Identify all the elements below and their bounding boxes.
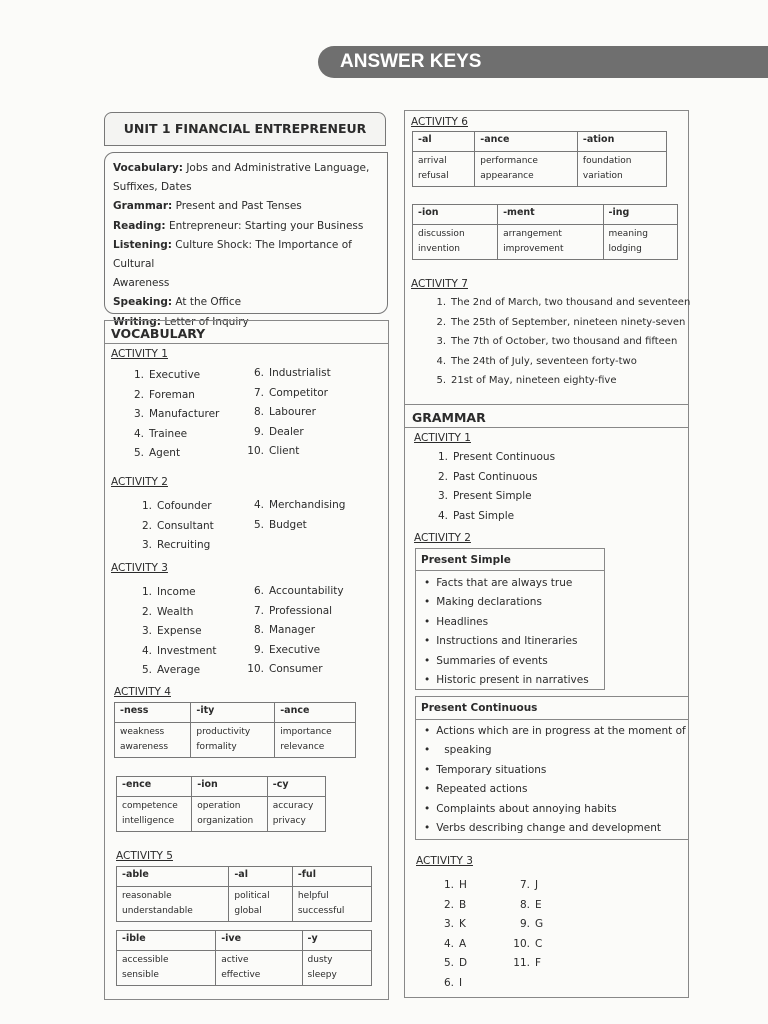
list-item: 4. Investment: [141, 644, 217, 657]
list-item: 10. Client: [247, 445, 300, 457]
list-item: 6. Industrialist: [253, 367, 331, 379]
present-continuous-title: Present Continuous: [421, 702, 538, 714]
grammar-activity-3-list-left: [436, 876, 467, 993]
activity-5-label: ACTIVITY 5: [116, 850, 173, 862]
grammar-activity-3-list-right: [512, 876, 543, 974]
list-item: • Instructions and Itineraries: [424, 632, 589, 651]
list-item: 2. B: [443, 898, 467, 911]
unit-title: UNIT 1 FINANCIAL ENTREPRENEUR: [104, 112, 386, 146]
list-item: 7. J: [519, 879, 539, 891]
vocabulary-title: VOCABULARY: [111, 326, 206, 341]
list-item: • Historic present in narratives: [424, 671, 589, 690]
divider: [415, 719, 689, 720]
activity-3-list-right: [246, 582, 344, 680]
list-item: 1. The 2nd of March, two thousand and seventeen: [436, 297, 691, 308]
unit-topics-box: [104, 152, 388, 328]
list-item: • Actions which are in progress at the moment of: [424, 722, 686, 741]
grammar-activity-1-list: [430, 448, 555, 526]
topic-line: Vocabulary: Jobs and Administrative Language,: [113, 162, 370, 174]
present-simple-title: Present Simple: [421, 554, 511, 566]
list-item: 3. The 7th of October, two thousand and fifteen: [436, 336, 678, 347]
list-item: 3. Present Simple: [437, 490, 532, 502]
topic-line: Grammar: Present and Past Tenses: [113, 200, 302, 213]
list-item: • Complaints about annoying habits: [424, 800, 686, 819]
list-item: 8. E: [519, 898, 542, 911]
activity-2-label: ACTIVITY 2: [111, 476, 168, 488]
activity-1-list-right: [246, 364, 331, 462]
activity-3-label: ACTIVITY 3: [111, 562, 168, 574]
divider: [404, 427, 689, 428]
list-item: 4. A: [443, 937, 467, 950]
topic-line: Speaking: At the Office: [113, 296, 242, 309]
list-item: • speaking: [424, 741, 686, 760]
activity-2-list-left: [134, 497, 214, 556]
present-simple-list: [424, 574, 589, 690]
list-item: • Summaries of events: [424, 652, 589, 671]
list-item: 3. Recruiting: [141, 539, 211, 551]
list-item: 6. Accountability: [253, 585, 344, 597]
list-item: 5. 21st of May, nineteen eighty-five: [436, 375, 617, 386]
list-item: 10. Consumer: [247, 663, 323, 675]
list-item: • Repeated actions: [424, 780, 686, 799]
topic-line: Reading: Entrepreneur: Starting your Business: [113, 219, 364, 232]
divider: [404, 404, 689, 405]
topic-line: Listening: Culture Shock: The Importance of Cultural: [113, 238, 352, 271]
grammar-activity-2-label: ACTIVITY 2: [414, 532, 471, 544]
present-continuous-list: [424, 722, 686, 838]
activity-4-table-2: -ence -ion -cy competence intelligence operation organization accuracy privacy: [116, 776, 326, 832]
list-item: 5. Average: [141, 664, 201, 676]
topic-line: Writing: Letter of Inquiry: [113, 315, 249, 328]
list-item: 8. Manager: [253, 624, 316, 636]
activity-6-label: ACTIVITY 6: [411, 116, 468, 128]
list-item: 2. The 25th of September, nineteen ninety-seven: [436, 316, 686, 328]
list-item: 4. Merchandising: [253, 499, 346, 511]
divider: [415, 570, 605, 571]
list-item: 11. F: [513, 957, 542, 969]
list-item: 1. Income: [141, 586, 196, 598]
activity-4-label: ACTIVITY 4: [114, 686, 171, 698]
list-item: 1. Present Continuous: [437, 451, 556, 463]
list-item: 9. Dealer: [253, 425, 304, 438]
list-item: 6. I: [443, 976, 463, 989]
activity-5-table-1: -able -al -ful reasonable understandable political global helpful successful: [116, 866, 372, 922]
activity-1-list-left: [126, 366, 219, 464]
activity-6-table-1: -al -ance -ation arrival refusal performance appearance foundation variation: [412, 131, 667, 187]
topic-line: Suffixes, Dates: [113, 181, 192, 194]
grammar-activity-1-label: ACTIVITY 1: [414, 432, 471, 444]
list-item: 7. Competitor: [253, 386, 329, 399]
list-item: 1. Executive: [133, 369, 201, 381]
list-item: 1. Cofounder: [141, 500, 212, 512]
banner-title: ANSWER KEYS: [340, 51, 482, 72]
list-item: • Headlines: [424, 613, 589, 632]
list-item: • Facts that are always true: [424, 574, 589, 593]
list-item: 2. Past Continuous: [437, 470, 538, 483]
list-item: 1. H: [443, 879, 467, 891]
list-item: 2. Consultant: [141, 519, 214, 532]
list-item: 3. K: [443, 918, 466, 930]
grammar-activity-3-label: ACTIVITY 3: [416, 855, 473, 867]
activity-6-table-2: -ion -ment -ing discussion invention arrangement improvement meaning lodging: [412, 204, 678, 260]
list-item: 5. Budget: [253, 518, 307, 531]
list-item: 4. Trainee: [133, 427, 188, 440]
list-item: 4. Past Simple: [437, 509, 515, 522]
list-item: 9. Executive: [253, 643, 321, 656]
list-item: 9. G: [519, 918, 544, 930]
list-item: 2. Foreman: [133, 388, 195, 401]
activity-7-list: [428, 293, 690, 391]
activity-5-table-2: -ible -ive -y accessible sensible active effective dusty sleepy: [116, 930, 372, 986]
answer-keys-banner: [318, 46, 768, 78]
list-item: 5. D: [443, 957, 468, 969]
list-item: • Verbs describing change and development: [424, 819, 686, 838]
activity-7-label: ACTIVITY 7: [411, 278, 468, 290]
activity-3-list-left: [134, 583, 216, 681]
activity-2-list-right: [246, 496, 345, 535]
grammar-title: GRAMMAR: [412, 410, 486, 425]
activity-1-label: ACTIVITY 1: [111, 348, 168, 360]
list-item: • Temporary situations: [424, 761, 686, 780]
list-item: 3. Manufacturer: [133, 408, 220, 420]
list-item: 3. Expense: [141, 625, 202, 637]
list-item: 2. Wealth: [141, 605, 194, 618]
divider: [104, 343, 389, 344]
list-item: • Making declarations: [424, 593, 589, 612]
list-item: 7. Professional: [253, 604, 333, 617]
activity-4-table-1: -ness -ity -ance weakness awareness productivity formality importance relevance: [114, 702, 356, 758]
list-item: 8. Labourer: [253, 406, 316, 418]
list-item: 4. The 24th of July, seventeen forty-two: [436, 355, 637, 367]
list-item: 5. Agent: [133, 447, 181, 459]
topic-line: Awareness: [113, 277, 170, 290]
list-item: 10. C: [513, 937, 543, 950]
